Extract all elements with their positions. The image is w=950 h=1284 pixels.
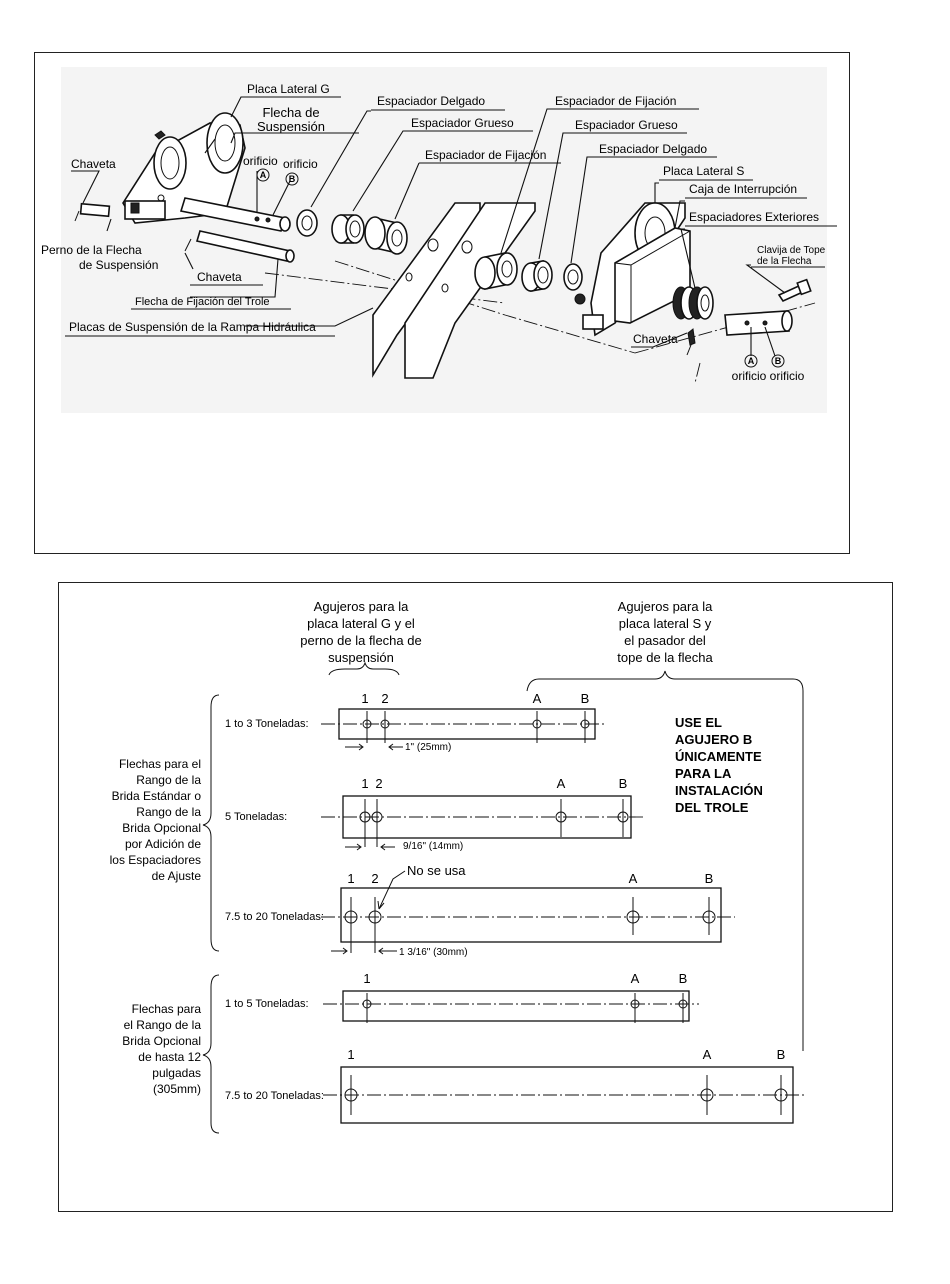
svg-text:Flecha de Fijación del Trole: Flecha de Fijación del Trole xyxy=(135,296,270,308)
svg-text:Placa Lateral S: Placa Lateral S xyxy=(663,164,745,178)
svg-text:1 3/16" (30mm): 1 3/16" (30mm) xyxy=(399,947,468,958)
svg-text:Brida Estándar o: Brida Estándar o xyxy=(111,789,201,803)
svg-text:1" (25mm): 1" (25mm) xyxy=(405,742,452,753)
svg-text:7.5 to 20 Toneladas:: 7.5 to 20 Toneladas: xyxy=(225,1090,324,1102)
hole-chart-diagram xyxy=(59,583,894,1213)
svg-text:Flechas para el: Flechas para el xyxy=(118,757,201,771)
svg-text:2: 2 xyxy=(381,691,389,706)
svg-text:orificio: orificio xyxy=(283,157,318,171)
shaft-row-5 xyxy=(225,776,643,852)
thick-spacer-right xyxy=(522,261,552,291)
svg-text:No se usa: No se usa xyxy=(407,863,466,878)
svg-text:2: 2 xyxy=(375,776,383,791)
svg-text:orificio: orificio xyxy=(769,369,805,383)
svg-text:Espaciador Grueso: Espaciador Grueso xyxy=(575,118,678,132)
label-espaciador-grueso-right xyxy=(567,118,687,133)
svg-text:PARA LA: PARA LA xyxy=(675,766,732,781)
svg-text:Brida Opcional: Brida Opcional xyxy=(122,1034,201,1048)
svg-text:Espaciador Grueso: Espaciador Grueso xyxy=(411,116,514,130)
svg-text:Placa Lateral G: Placa Lateral G xyxy=(247,82,330,96)
svg-text:B: B xyxy=(776,1047,786,1062)
svg-text:Agujeros para la: Agujeros para la xyxy=(617,599,713,614)
svg-text:Clavija de Tope: Clavija de Tope xyxy=(757,245,826,256)
svg-text:por Adición de: por Adición de xyxy=(124,837,201,851)
heading-left xyxy=(300,599,421,675)
shaft-row-7-5-to-20 xyxy=(225,863,735,958)
shaft-row-1-to-3 xyxy=(225,691,607,753)
label-chaveta-top xyxy=(71,157,116,171)
outer-spacers xyxy=(673,287,713,319)
svg-text:Perno de la Flecha: Perno de la Flecha xyxy=(41,243,142,257)
svg-text:A: A xyxy=(556,776,566,791)
svg-text:A: A xyxy=(747,356,755,366)
svg-text:de Ajuste: de Ajuste xyxy=(151,869,201,883)
svg-text:AGUJERO B: AGUJERO B xyxy=(675,732,753,747)
svg-text:USE EL: USE EL xyxy=(675,715,722,730)
group-brace-standard xyxy=(110,695,219,951)
svg-text:1: 1 xyxy=(347,1047,355,1062)
label-espaciador-delgado-right xyxy=(591,142,717,157)
shaft-row-opt-1-to-5 xyxy=(225,971,699,1023)
svg-text:tope de la flecha: tope de la flecha xyxy=(617,650,713,665)
label-chaveta-right xyxy=(633,332,678,346)
svg-text:A: A xyxy=(628,871,638,886)
svg-text:orificio: orificio xyxy=(731,369,767,383)
svg-text:A: A xyxy=(630,971,640,986)
fixing-spacer-left xyxy=(365,217,407,254)
svg-text:ÚNICAMENTE: ÚNICAMENTE xyxy=(675,749,762,764)
thin-spacer-left xyxy=(297,210,317,236)
svg-text:1 to 3 Toneladas:: 1 to 3 Toneladas: xyxy=(225,718,309,730)
svg-text:perno de la flecha de: perno de la flecha de xyxy=(300,633,422,648)
svg-text:Suspensión: Suspensión xyxy=(257,119,325,134)
svg-text:orificio: orificio xyxy=(243,154,278,168)
group-brace-optional xyxy=(122,975,219,1133)
dim-1-to-3 xyxy=(345,742,451,753)
label-perno-flecha xyxy=(41,243,158,272)
svg-text:1: 1 xyxy=(347,871,355,886)
svg-text:el pasador del: el pasador del xyxy=(624,633,706,648)
svg-text:Agujeros para la: Agujeros para la xyxy=(313,599,409,614)
svg-text:1: 1 xyxy=(361,776,369,791)
svg-text:2: 2 xyxy=(371,871,379,886)
svg-text:B: B xyxy=(704,871,714,886)
label-placa-lateral-s xyxy=(659,164,753,180)
label-flecha-fijacion-trole xyxy=(131,296,291,309)
thick-spacer-left xyxy=(332,215,364,243)
svg-text:pulgadas: pulgadas xyxy=(152,1066,201,1080)
svg-text:INSTALACIÓN: INSTALACIÓN xyxy=(675,783,763,798)
svg-text:B: B xyxy=(580,691,590,706)
label-placa-lateral-g xyxy=(241,82,341,97)
svg-text:Chaveta: Chaveta xyxy=(197,270,242,284)
svg-text:DEL TROLE: DEL TROLE xyxy=(675,800,749,815)
svg-text:Espaciador Delgado: Espaciador Delgado xyxy=(599,142,708,156)
svg-text:Espaciador de Fijación: Espaciador de Fijación xyxy=(555,94,677,108)
svg-text:B: B xyxy=(774,356,782,366)
svg-text:Brida Opcional: Brida Opcional xyxy=(122,821,201,835)
label-espaciador-delgado-left xyxy=(371,94,505,110)
svg-text:Chaveta: Chaveta xyxy=(71,157,116,171)
svg-text:suspensión: suspensión xyxy=(328,650,394,665)
label-placas-suspension xyxy=(65,320,335,336)
label-espaciadores-exteriores xyxy=(685,210,837,226)
label-caja-interrupcion xyxy=(685,182,807,198)
svg-text:el Rango de la: el Rango de la xyxy=(123,1018,201,1032)
svg-text:1 to 5 Toneladas:: 1 to 5 Toneladas: xyxy=(225,998,309,1010)
svg-text:Rango de la: Rango de la xyxy=(136,773,201,787)
svg-text:placa lateral G y el: placa lateral G y el xyxy=(307,616,415,631)
svg-text:A: A xyxy=(259,170,267,180)
svg-text:B: B xyxy=(288,174,296,184)
dim-5 xyxy=(345,841,463,852)
svg-text:7.5 to 20 Toneladas:: 7.5 to 20 Toneladas: xyxy=(225,911,324,923)
svg-text:Chaveta: Chaveta xyxy=(633,332,678,346)
svg-text:Caja de Interrupción: Caja de Interrupción xyxy=(689,182,798,196)
shaft-right xyxy=(725,311,792,335)
svg-text:Espaciador Delgado: Espaciador Delgado xyxy=(377,94,486,108)
label-espaciador-fijacion-left xyxy=(419,148,561,163)
svg-text:5 Toneladas:: 5 Toneladas: xyxy=(225,811,288,823)
svg-text:Flechas para: Flechas para xyxy=(131,1002,201,1016)
svg-text:A: A xyxy=(702,1047,712,1062)
thin-spacer-right xyxy=(564,264,582,290)
exploded-view-diagram xyxy=(35,53,851,555)
svg-text:Flecha de: Flecha de xyxy=(262,105,320,120)
svg-text:9/16" (14mm): 9/16" (14mm) xyxy=(403,841,464,852)
svg-text:B: B xyxy=(618,776,628,791)
svg-text:1: 1 xyxy=(363,971,371,986)
svg-text:Rango de la: Rango de la xyxy=(136,805,201,819)
svg-text:de la Flecha: de la Flecha xyxy=(757,256,812,267)
svg-text:A: A xyxy=(532,691,542,706)
hole-chart-panel xyxy=(58,582,893,1212)
svg-text:Espaciador de Fijación: Espaciador de Fijación xyxy=(425,148,547,162)
svg-text:placa lateral S y: placa lateral S y xyxy=(618,616,712,631)
trolley-note xyxy=(675,715,763,815)
shaft-row-opt-7-5-to-20 xyxy=(225,1047,807,1123)
fixing-spacer-right xyxy=(475,253,517,289)
svg-text:Espaciadores Exteriores: Espaciadores Exteriores xyxy=(689,210,820,224)
svg-text:B: B xyxy=(678,971,688,986)
exploded-view-panel xyxy=(34,52,850,554)
svg-text:los Espaciadores: los Espaciadores xyxy=(109,853,201,867)
svg-text:de Suspensión: de Suspensión xyxy=(79,258,159,272)
svg-text:Placas de Suspensión de la Ram: Placas de Suspensión de la Rampa Hidráulica xyxy=(69,320,316,334)
svg-text:de hasta 12: de hasta 12 xyxy=(138,1050,201,1064)
svg-text:1: 1 xyxy=(361,691,369,706)
svg-text:(305mm): (305mm) xyxy=(152,1082,201,1096)
